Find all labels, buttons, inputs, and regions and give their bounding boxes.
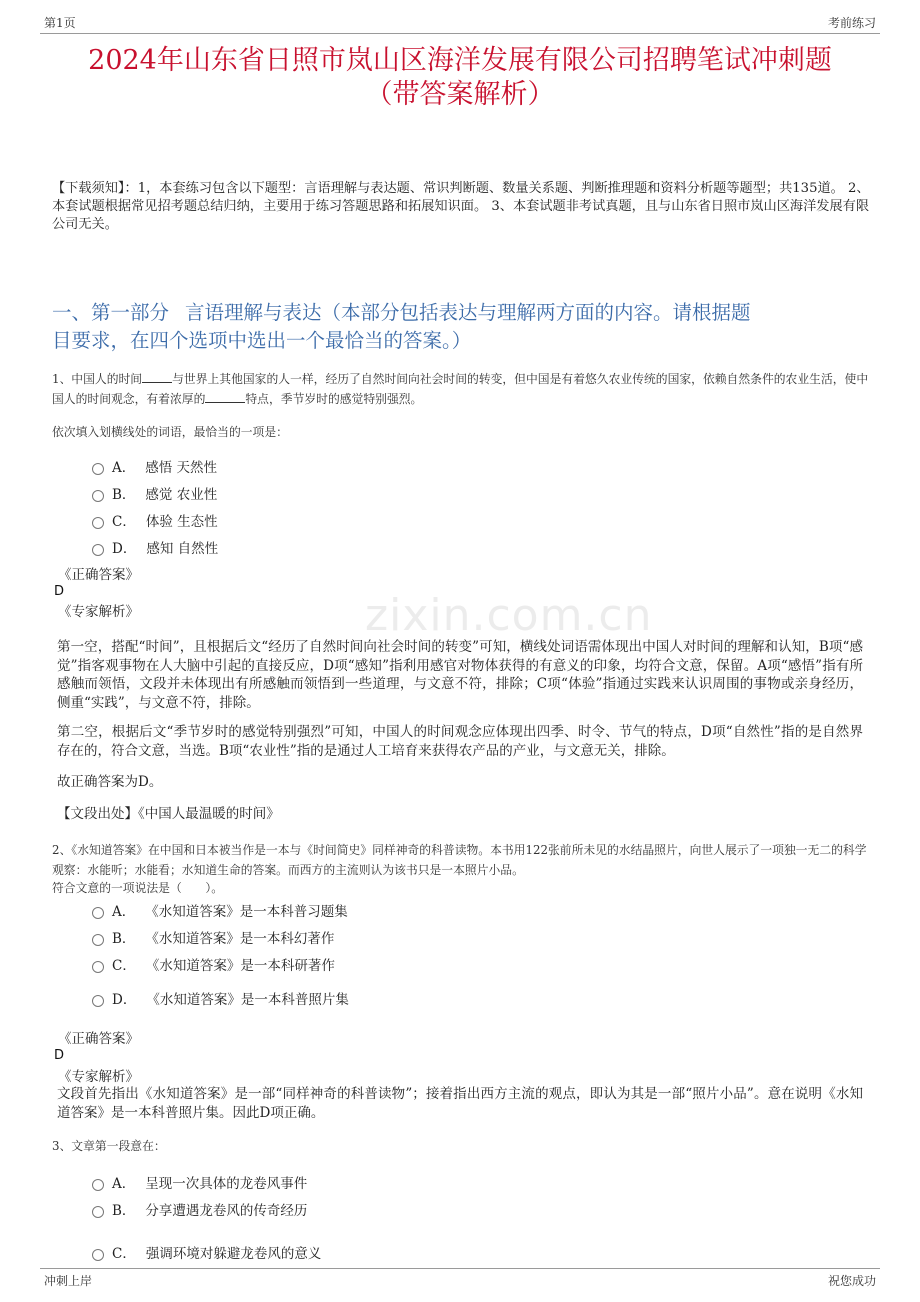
section-desc: 言语理解与表达（本部分包括表达与理解两方面的内容。请根据题 — [185, 301, 751, 324]
section-heading — [52, 299, 870, 327]
q1-option-c[interactable]: C． 体验 生态性 — [92, 510, 218, 530]
question-3-stem: 3、文章第一段意在： — [52, 1139, 166, 1153]
q1-analysis-2: 第二空，根据后文“季节岁时的感觉特别强烈”可知，中国人的时间观念应体现出四季、时令、节气的特点，D项“自然性”指的是自然界存在的，符合文意，当选。B项“农业性”指的是通过人工培育来获得农产品的产业，与文意无关，排除。 — [57, 724, 863, 759]
q1-answer-label: 《正确答案》 — [58, 567, 139, 583]
question-1-prompt: 依次填入划横线处的词语，最恰当的一项是： — [52, 425, 288, 439]
q1-source: 【文段出处】《中国人最温暖的时间》 — [57, 806, 280, 822]
question-2-stem: 2、《水知道答案》在中国和日本被当作是一本与《时间简史》同样神奇的科普读物。本书用122张前所未见的水结晶照片，向世人展示了一项独一无二的科学观察：水能听；水能看；水知道生命的答案。而西方的主流则认为该书只是一本照片小品。 — [52, 843, 867, 877]
question-1-stem: 1、中国人的时间 与世界上其他国家的人一样，经历了自然时间向社会时间的转变，但中国是有着悠久农业传统的国家，依赖自然条件的农业生活，使中国人的时间观念，有着浓厚的 特点，季节岁时的感觉特别强烈。 — [52, 372, 869, 406]
q3-option-c[interactable]: C． 强调环境对躲避龙卷风的意义 — [92, 1242, 321, 1262]
q1-analysis-label: 《专家解析》 — [58, 604, 139, 620]
question-2-prompt: 符合文意的一项说法是（ ）。 — [52, 881, 224, 895]
page-number: 第1页 — [44, 16, 76, 30]
radio-icon[interactable] — [92, 463, 104, 475]
q1-answer: D — [54, 584, 65, 599]
radio-icon[interactable] — [92, 995, 104, 1007]
section-number: 一、第一部分 — [52, 301, 170, 324]
radio-icon[interactable] — [92, 934, 104, 946]
q2-analysis-label: 《专家解析》 — [58, 1069, 139, 1085]
q1-option-d[interactable]: D． 感知 自然性 — [92, 537, 218, 557]
watermark: zixin.com.cn — [365, 590, 653, 641]
blank-2 — [205, 391, 245, 403]
q2-option-d[interactable]: D． 《水知道答案》是一本科普照片集 — [92, 988, 349, 1008]
q1-option-b[interactable]: B． 感觉 农业性 — [92, 483, 217, 503]
header-label: 考前练习 — [827, 16, 876, 30]
q2-option-c[interactable]: C． 《水知道答案》是一本科研著作 — [92, 954, 335, 974]
q2-option-a[interactable]: A． 《水知道答案》是一本科普习题集 — [92, 900, 348, 920]
radio-icon[interactable] — [92, 961, 104, 973]
q3-option-b[interactable]: B． 分享遭遇龙卷风的传奇经历 — [92, 1199, 307, 1219]
radio-icon[interactable] — [92, 517, 104, 529]
download-notice: 【下载须知】：1，本套练习包含以下题型：言语理解与表达题、常识判断题、数量关系题、判断推理题和资料分析题等题型；共135道。 2、本套试题根据常见招考题总结归纳，主要用于练习答题思路和拓展知识面。 3、本套试题非考试真题，且与山东省日照市岚山区海洋发展有限公司无关。 — [52, 181, 870, 232]
radio-icon[interactable] — [92, 1206, 104, 1218]
q2-answer: D — [54, 1048, 65, 1063]
radio-icon[interactable] — [92, 1249, 104, 1261]
q1-option-a[interactable]: A． 感悟 天然性 — [92, 456, 217, 476]
footer-left: 冲刺上岸 — [44, 1274, 93, 1288]
section-heading-line2: 目要求，在四个选项中选出一个最恰当的答案。） — [52, 329, 472, 352]
page-subtitle: （带答案解析） — [365, 79, 555, 110]
header-divider — [40, 33, 880, 34]
radio-icon[interactable] — [92, 907, 104, 919]
radio-icon[interactable] — [92, 490, 104, 502]
q2-answer-label: 《正确答案》 — [58, 1031, 139, 1047]
q2-option-b[interactable]: B． 《水知道答案》是一本科幻著作 — [92, 927, 334, 947]
page-title: 2024年山东省日照市岚山区海洋发展有限公司招聘笔试冲刺题 — [88, 45, 832, 76]
blank-1 — [142, 371, 172, 383]
footer-right: 祝您成功 — [827, 1274, 876, 1288]
q1-conclusion: 故正确答案为D。 — [57, 774, 163, 790]
footer-divider — [40, 1268, 880, 1269]
radio-icon[interactable] — [92, 1179, 104, 1191]
q2-analysis: 文段首先指出《水知道答案》是一部“同样神奇的科普读物”；接着指出西方主流的观点，即认为其是一部“照片小品”。意在说明《水知道答案》是一本科普照片集。因此D项正确。 — [57, 1086, 863, 1121]
q1-analysis-1: 第一空，搭配“时间”，且根据后文“经历了自然时间向社会时间的转变”可知，横线处词语需体现出中国人对时间的理解和认知，B项“感觉”指客观事物在人大脑中引起的直接反应，D项“感知”指利用感官对物体获得的有意义的印象，均符合文意，保留。A项“感悟”指有所感触而领悟，文段并未体现出有所感触而领悟到一些道理，与文意不符，排除；C项“体验”指通过实践来认识周围的事物或亲身经历，侧重“实践”，与文意不符，排除。 — [57, 639, 863, 711]
q3-option-a[interactable]: A． 呈现一次具体的龙卷风事件 — [92, 1172, 307, 1192]
radio-icon[interactable] — [92, 544, 104, 556]
